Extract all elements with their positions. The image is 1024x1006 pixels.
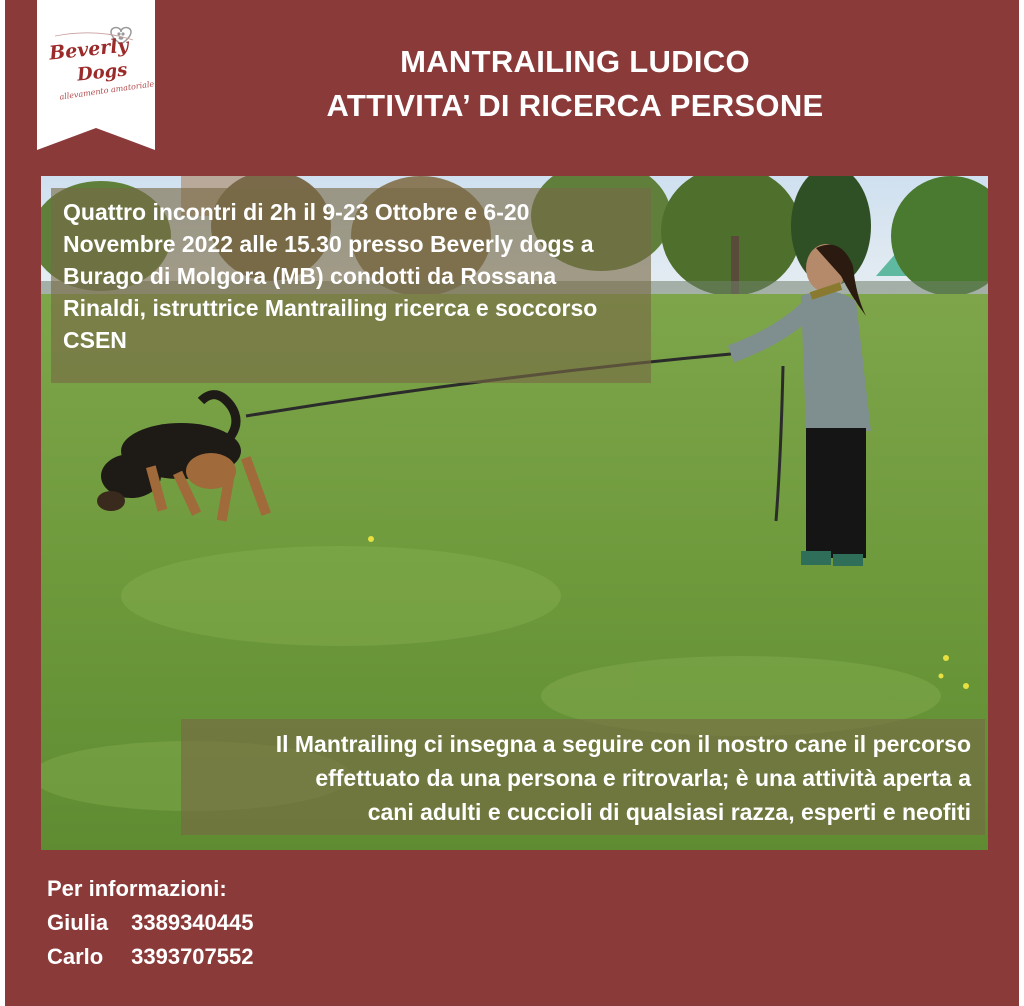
contact-heading: Per informazioni: <box>47 876 227 901</box>
logo-tagline: allevamento amatoriale <box>58 79 155 102</box>
contact-info <box>47 872 253 974</box>
description-line-1: Il Mantrailing ci insegna a seguire con il nostro cane il percorso <box>275 731 971 757</box>
contact-row-carlo <box>47 940 253 974</box>
title-line-1: MANTRAILING LUDICO <box>400 44 750 79</box>
logo-wordmark-line1: Beverly <box>48 34 130 65</box>
mantrailing-photo <box>41 176 988 850</box>
description-line-3: cani adulti e cuccioli di qualsiasi razza, esperti e neofiti <box>367 799 971 825</box>
flyer <box>5 0 1019 1006</box>
description-line-2: effettuato da una persona e ritrovarla; è una attività aperta a <box>315 765 971 791</box>
title-line-2: ATTIVITA’ DI RICERCA PERSONE <box>326 88 824 123</box>
contact-name: Carlo <box>47 944 104 969</box>
page-title <box>205 40 945 128</box>
course-details-box <box>51 188 651 383</box>
contact-row-giulia <box>47 906 253 940</box>
logo-ribbon <box>37 0 155 150</box>
contact-name: Giulia <box>47 910 109 935</box>
logo-wordmark-line2: Dogs <box>76 59 129 86</box>
contact-phone[interactable]: 3389340445 <box>131 910 254 935</box>
course-details-text: Quattro incontri di 2h il 9-23 Ottobre e 6-20 Novembre 2022 alle 15.30 presso Beverly dogs a Burago di Molgora (MB) condotti da Rossana Rinaldi, istruttrice Mantrailing ricerca e soccorso CSEN <box>63 199 598 353</box>
contact-phone[interactable]: 3393707552 <box>131 944 254 969</box>
description-box <box>181 719 985 835</box>
